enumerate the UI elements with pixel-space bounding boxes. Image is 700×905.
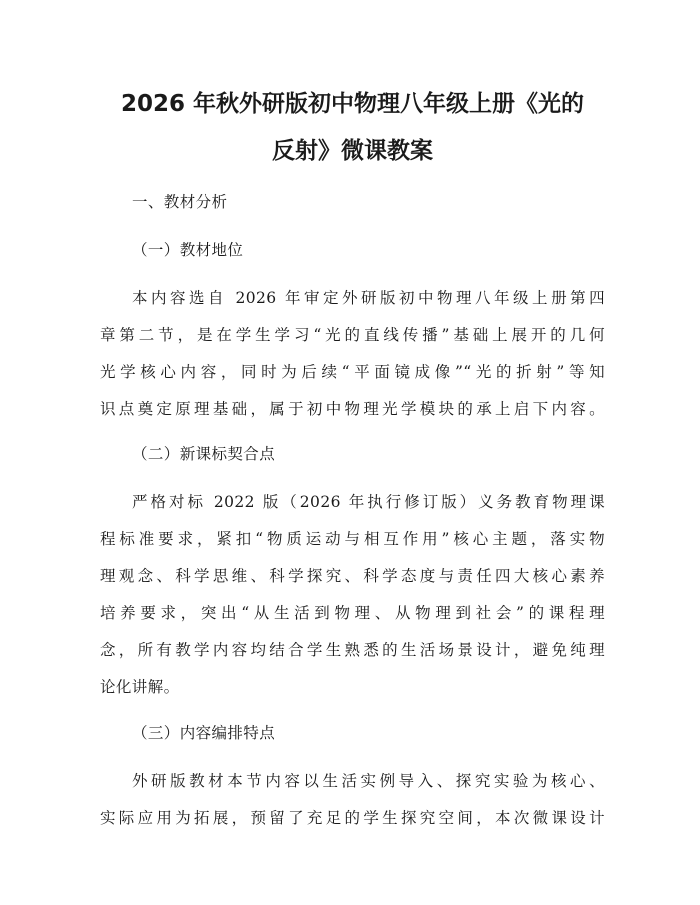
paragraph-2-line-2: 程标准要求，紧扣“物质运动与相互作用”核心主题，落实物	[100, 530, 605, 548]
paragraph-2-line-6: 论化讲解。	[100, 678, 180, 696]
paragraph-2-line-1: 严格对标 2022 版（2026 年执行修订版）义务教育物理课	[132, 493, 605, 511]
document-title-line-1: 2026 年秋外研版初中物理八年级上册《光的	[120, 91, 585, 117]
paragraph-2-line-3: 理观念、科学思维、科学探究、科学态度与责任四大核心素养	[100, 567, 605, 585]
paragraph-1-line-4: 识点奠定原理基础，属于初中物理光学模块的承上启下内容。	[100, 400, 605, 418]
subsection-heading-content-features: （三）内容编排特点	[132, 724, 276, 742]
subsection-heading-curriculum-standards: （二）新课标契合点	[132, 445, 276, 463]
paragraph-3-line-2: 实际应用为拓展，预留了充足的学生探究空间，本次微课设计	[100, 809, 605, 827]
paragraph-1-line-3: 光学核心内容，同时为后续“平面镜成像”“光的折射”等知	[100, 363, 605, 381]
paragraph-2-line-5: 念，所有教学内容均结合学生熟悉的生活场景设计，避免纯理	[100, 641, 605, 659]
paragraph-1-line-2: 章第二节，是在学生学习“光的直线传播”基础上展开的几何	[100, 326, 605, 344]
document-title-line-2: 反射》微课教案	[272, 138, 433, 164]
paragraph-2-line-4: 培养要求，突出“从生活到物理、从物理到社会”的课程理	[100, 604, 605, 622]
section-heading-teaching-material-analysis: 一、教材分析	[132, 193, 228, 211]
paragraph-1-line-1: 本内容选自 2026 年审定外研版初中物理八年级上册第四	[132, 289, 605, 307]
paragraph-3-line-1: 外研版教材本节内容以生活实例导入、探究实验为核心、	[132, 772, 605, 790]
subsection-heading-material-position: （一）教材地位	[132, 241, 244, 259]
